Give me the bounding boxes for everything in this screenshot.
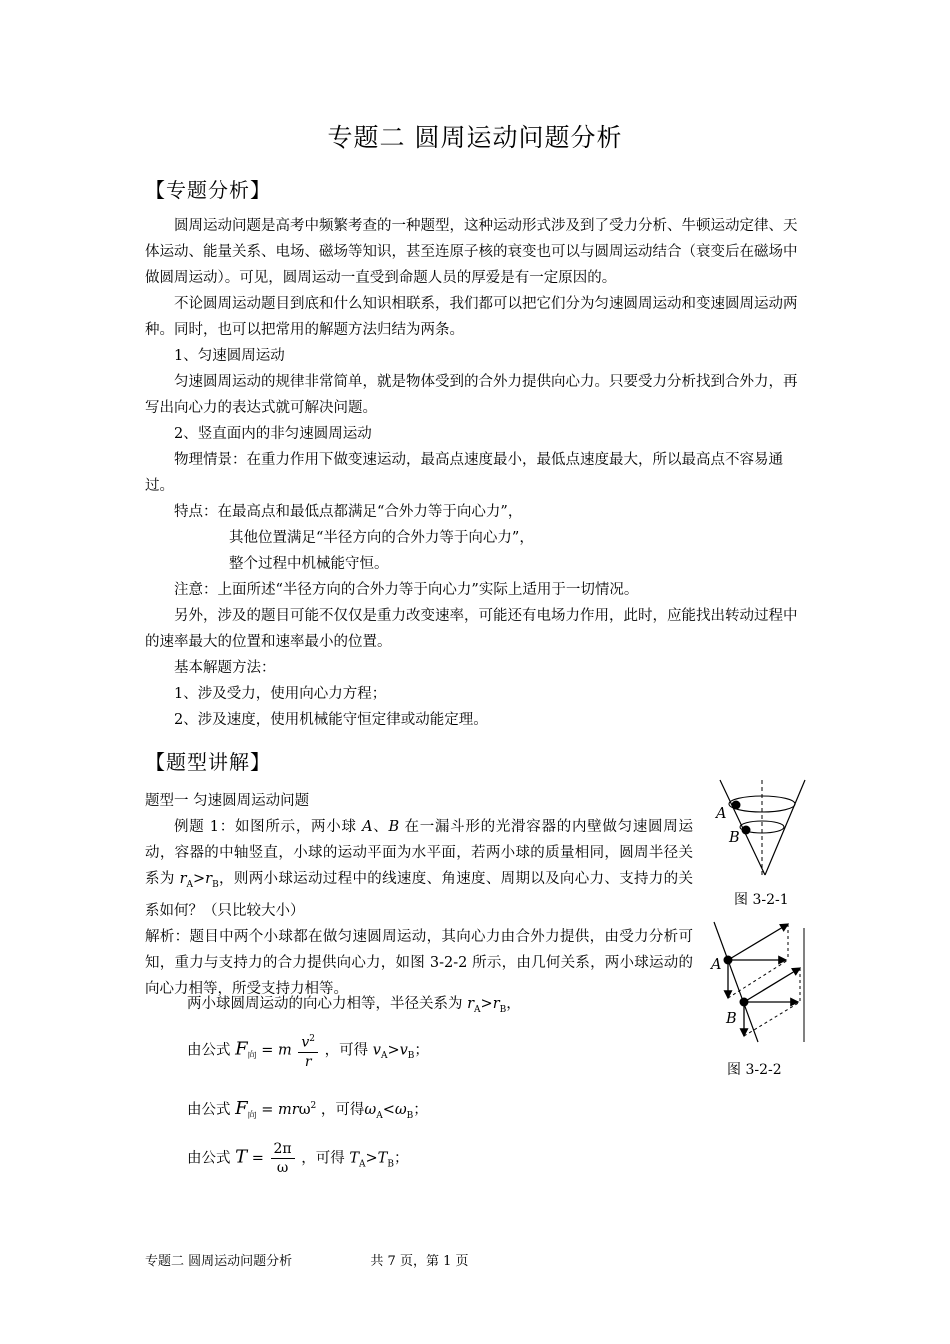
ball-b [740, 998, 749, 1007]
intro-block [145, 213, 807, 733]
formula-velocity: 由公式 $F_向 = m$ $\frac{v^2}{r}$ ，可得 $v_A>v_B$； [187, 1030, 429, 1071]
example-1-text: 例题 1：如图所示，两小球 A、B 在一漏斗形的光滑容器的内壁做匀速圆周运动，容器的中轴竖直，小球的运动平面为水平面，若两小球的质量相同，圆周半径关系为 $r_A>r_B$，则两小球运动过程中的线速度、角速度、周期以及向心力、支持力的关系如何？（只比较大小） [145, 819, 694, 919]
support-force-a [728, 924, 788, 960]
solution-text: 解析：题目中两个小球都在做匀速圆周运动，其向心力由合外力提供，由受力分析可知，重力与支持力的合力提供向心力，如图 3-2-2 所示，由几何关系，两小球运动的向心力相等，所受支持力相等。 [145, 928, 693, 997]
dashed-b-2 [744, 1002, 800, 1036]
support-force-b [744, 968, 800, 1002]
method-heading: 基本解题方法： [174, 660, 276, 676]
feature-line-2: 其他位置满足“半径方向的合外力等于向心力”， [229, 530, 534, 546]
dashed-a-2 [728, 960, 788, 998]
fig1-label-b: B [729, 830, 740, 846]
section-heading-analysis: 【专题分析】 [145, 178, 271, 202]
ball-b [742, 826, 751, 835]
intro-paragraph-3: 匀速圆周运动的规律非常简单，就是物体受到的合外力提供向心力。只要受力分析找到合外力，再写出向心力的表达式就可解决问题。 [145, 374, 798, 416]
heading-vertical-motion: 2、竖直面内的非匀速圆周运动 [174, 426, 372, 442]
footer-page-number: 共 7 页，第 1 页 [370, 1254, 469, 1269]
type-heading: 题型一 匀速圆周运动问题 [145, 793, 310, 809]
fig2-label-a: A [711, 957, 722, 973]
funnel-right-wall [765, 780, 805, 875]
radius-relation-line: 两小球圆周运动的向心力相等，半径关系为 $r_A>r_B$， [187, 996, 521, 1015]
fraction-v2-over-r: $\frac{v^2}{r}$ [298, 1030, 318, 1071]
example-block [145, 788, 693, 1002]
formula-angular-velocity: 由公式 $F_向 = mr\omega^2$ ，可得$\omega_A<\omega_B$； [187, 1098, 428, 1121]
intro-paragraph-4: 物理情景：在重力作用下做变速运动，最高点速度最小，最低点速度最大，所以最高点不容易通过。 [145, 452, 783, 494]
fig1-label-a: A [716, 806, 727, 822]
fig2-caption: 图 3-2-2 [727, 1062, 782, 1078]
page-footer [145, 1250, 469, 1269]
heading-uniform-motion: 1、匀速圆周运动 [174, 348, 285, 364]
intro-paragraph-1: 圆周运动问题是高考中频繁考查的一种题型，这种运动形式涉及到了受力分析、牛顿运动定律、天体运动、能量关系、电场、磁场等知识，甚至连原子核的衰变也可以与圆周运动结合（衰变后在磁场中做圆周运动）。可见，圆周运动一直受到命题人员的厚爱是有一定原因的。 [145, 218, 798, 286]
fraction-2pi-over-omega: $\frac{2\pi}{\omega}$ [271, 1140, 295, 1177]
ball-a [724, 956, 733, 965]
note-paragraph: 注意：上面所述“半径方向的合外力等于向心力”实际上适用于一切情况。 [174, 582, 639, 598]
intro-paragraph-7: 另外，涉及的题目可能不仅仅是重力改变速率，可能还有电场力作用，此时，应能找出转动过程中的速率最大的位置和速率最小的位置。 [145, 608, 798, 650]
formula-period: 由公式 T = $\frac{2\pi}{\omega}$ ，可得 $T_A>T_B$； [187, 1141, 409, 1176]
method-2: 2、涉及速度，使用机械能守恒定律或动能定理。 [174, 712, 488, 728]
footer-title: 专题二 圆周运动问题分析 [145, 1254, 293, 1269]
intro-paragraph-2: 不论圆周运动题目到底和什么知识相联系，我们都可以把它们分为匀速圆周运动和变速圆周运动两种。同时，也可以把常用的解题方法归结为两条。 [145, 296, 798, 338]
method-1: 1、涉及受力，使用向心力方程； [174, 686, 387, 702]
fig1-caption: 图 3-2-1 [734, 892, 789, 908]
figure-force-diagram [708, 918, 808, 1046]
feature-line-1: 特点：在最高点和最低点都满足“合外力等于向心力”， [174, 504, 523, 520]
fig2-label-b: B [726, 1011, 737, 1027]
ball-a [732, 801, 741, 810]
figure-funnel [710, 775, 810, 885]
section-heading-examples: 【题型讲解】 [145, 750, 271, 774]
page-title: 专题二 圆周运动问题分析 [327, 123, 623, 152]
feature-line-3: 整个过程中机械能守恒。 [229, 556, 389, 572]
